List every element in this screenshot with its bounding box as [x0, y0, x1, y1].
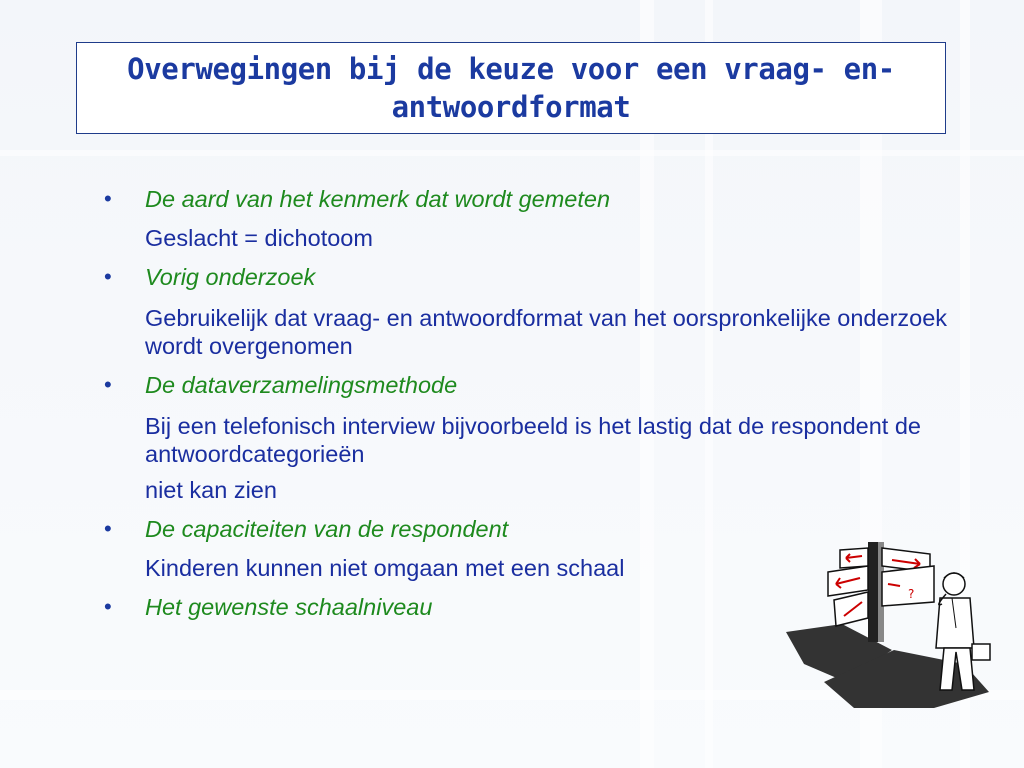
bullet-icon: • [104, 516, 112, 541]
bullet-detail: Gebruikelijk dat vraag- en antwoordformat van het oorspronkelijke onderzoek wordt overgenomen [145, 305, 948, 359]
bullet-icon: • [104, 186, 112, 211]
title-box [76, 42, 946, 134]
bullet-item [100, 590, 960, 624]
bullet-icon: • [104, 372, 112, 397]
briefcase [972, 644, 990, 660]
bullet-detail: Kinderen kunnen niet omgaan met een schaal [145, 555, 625, 581]
bullet-item [100, 368, 960, 504]
bullet-list [100, 182, 960, 624]
bullet-heading: Het gewenste schaalniveau [145, 594, 433, 620]
bullet-detail: Bij een telefonisch interview bijvoorbeeld is het lastig dat de respondent de antwoordcategorieën [145, 413, 921, 467]
bullet-icon: • [104, 594, 112, 619]
bullet-item [100, 182, 960, 252]
bullet-detail: niet kan zien [145, 477, 277, 503]
question-mark-label: ? [908, 587, 915, 601]
bullet-icon: • [104, 264, 112, 289]
bullet-item [100, 260, 960, 360]
bullet-heading: Vorig onderzoek [145, 264, 316, 290]
bullet-heading: De capaciteiten van de respondent [145, 516, 509, 542]
bullet-heading: De dataverzamelingsmethode [145, 372, 458, 398]
bullet-item [100, 512, 960, 582]
bullet-heading: De aard van het kenmerk dat wordt gemeten [145, 186, 611, 212]
bullet-detail: Geslacht = dichotoom [145, 225, 373, 251]
slide-title: Overwegingen bij de keuze voor een vraag- en- antwoordformat [127, 52, 895, 124]
